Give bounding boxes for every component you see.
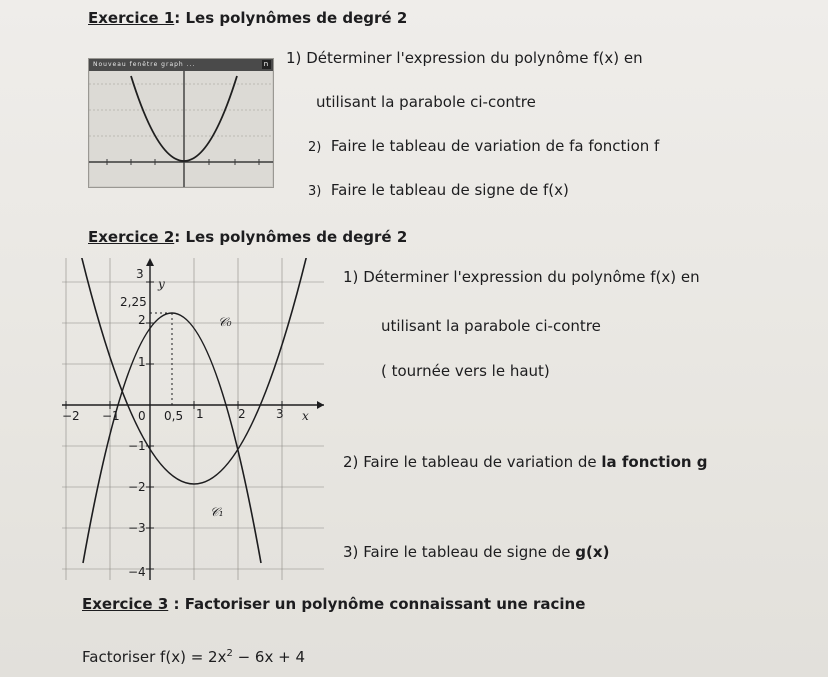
ex2-question-2 <box>343 453 708 471</box>
ex1-parabola-plot <box>89 71 273 187</box>
ex2-x-label-05: 0,5 <box>164 409 184 423</box>
ex3-title <box>82 595 585 613</box>
ex1-title-rest: : Les polynômes de degré 2 <box>174 9 408 27</box>
screenshot-titlebar-text: Nouveau fenêtre graph ... <box>93 61 196 68</box>
ex3-line-prefix: Factoriser f(x) = 2x <box>82 648 227 666</box>
ex2-graph <box>62 258 324 580</box>
ex1-q2-number: 2) <box>308 140 322 155</box>
screenshot-button: n <box>263 60 270 68</box>
ex2-q1-text: Déterminer l'expression du polynôme f(x) en <box>363 268 700 286</box>
ex1-question-2 <box>308 137 659 155</box>
ex2-y-label-2: 2 <box>138 313 146 327</box>
ex3-title-label: Exercice 3 <box>82 595 169 613</box>
ex1-parabola-screenshot <box>88 58 274 188</box>
ex2-x-label-3: 3 <box>276 407 284 421</box>
ex2-q2-number: 2) <box>343 453 359 471</box>
ex2-y-label-m4: −4 <box>128 565 146 579</box>
ex3-line-exponent: 2 <box>226 648 233 659</box>
ex1-title-label: Exercice 1 <box>88 9 175 27</box>
ex1-q1-line2: utilisant la parabole ci-contre <box>316 93 536 111</box>
ex1-q1-text: Déterminer l'expression du polynôme f(x) en <box>306 49 643 67</box>
ex2-y-label-3: 3 <box>136 267 144 281</box>
ex2-x-label-2: 2 <box>238 407 246 421</box>
ex2-title-rest: : Les polynômes de degré 2 <box>174 228 408 246</box>
ex2-q2-text-bold: la fonction g <box>601 453 708 471</box>
ex2-y-label-m1: −1 <box>128 439 146 453</box>
ex2-q3-text: Faire le tableau de signe de <box>363 543 576 561</box>
ex3-title-rest: : Factoriser un polynôme connaissant une racine <box>168 595 586 613</box>
ex2-title-label: Exercice 2 <box>88 228 175 246</box>
ex2-y-arrow <box>146 258 154 266</box>
ex2-x-label-m1: −1 <box>102 409 120 423</box>
ex3-factor-line <box>82 648 305 666</box>
ex1-question-1 <box>286 49 643 67</box>
ex2-curve-c1-label: 𝒞₁ <box>210 505 224 519</box>
ex2-y-label-m2: −2 <box>128 480 146 494</box>
ex2-q1-line3: ( tournée vers le haut) <box>381 362 550 380</box>
ex2-title <box>88 228 407 246</box>
ex2-curve-c0 <box>83 313 261 563</box>
ex2-y-label-m3: −3 <box>128 521 146 535</box>
ex2-question-3 <box>343 543 609 561</box>
ex2-q1-line2: utilisant la parabole ci-contre <box>381 317 601 335</box>
ex2-q3-text-bold: g(x) <box>575 543 610 561</box>
ex1-title <box>88 9 407 27</box>
ex2-x-arrow <box>317 401 324 409</box>
ex3-line-suffix: − 6x + 4 <box>232 648 306 666</box>
ex2-q2-text: Faire le tableau de variation de <box>363 453 602 471</box>
ex2-x-label-m2: −2 <box>62 409 80 423</box>
ex2-x-label-0: 0 <box>138 409 146 423</box>
ex2-y-label-225: 2,25 <box>120 295 147 309</box>
ex1-question-3 <box>308 181 569 199</box>
ex2-question-1 <box>343 268 700 286</box>
ex1-q1-number: 1) <box>286 49 302 67</box>
ex1-q3-number: 3) <box>308 184 322 199</box>
ex2-curve-c0-label: 𝒞₀ <box>218 315 232 329</box>
ex1-q2-text: Faire le tableau de variation de fa fonction f <box>330 137 660 155</box>
ex2-y-label-1: 1 <box>138 355 146 369</box>
ex2-q1-number: 1) <box>343 268 359 286</box>
screenshot-titlebar <box>89 59 273 71</box>
ex2-x-label-1: 1 <box>196 407 204 421</box>
ex2-y-axis-label: y <box>158 277 165 291</box>
ex2-ticks <box>66 282 282 569</box>
ex1-q3-text: Faire le tableau de signe de f(x) <box>330 181 569 199</box>
ex2-q3-number: 3) <box>343 543 359 561</box>
ex2-x-axis-label: x <box>302 409 309 423</box>
